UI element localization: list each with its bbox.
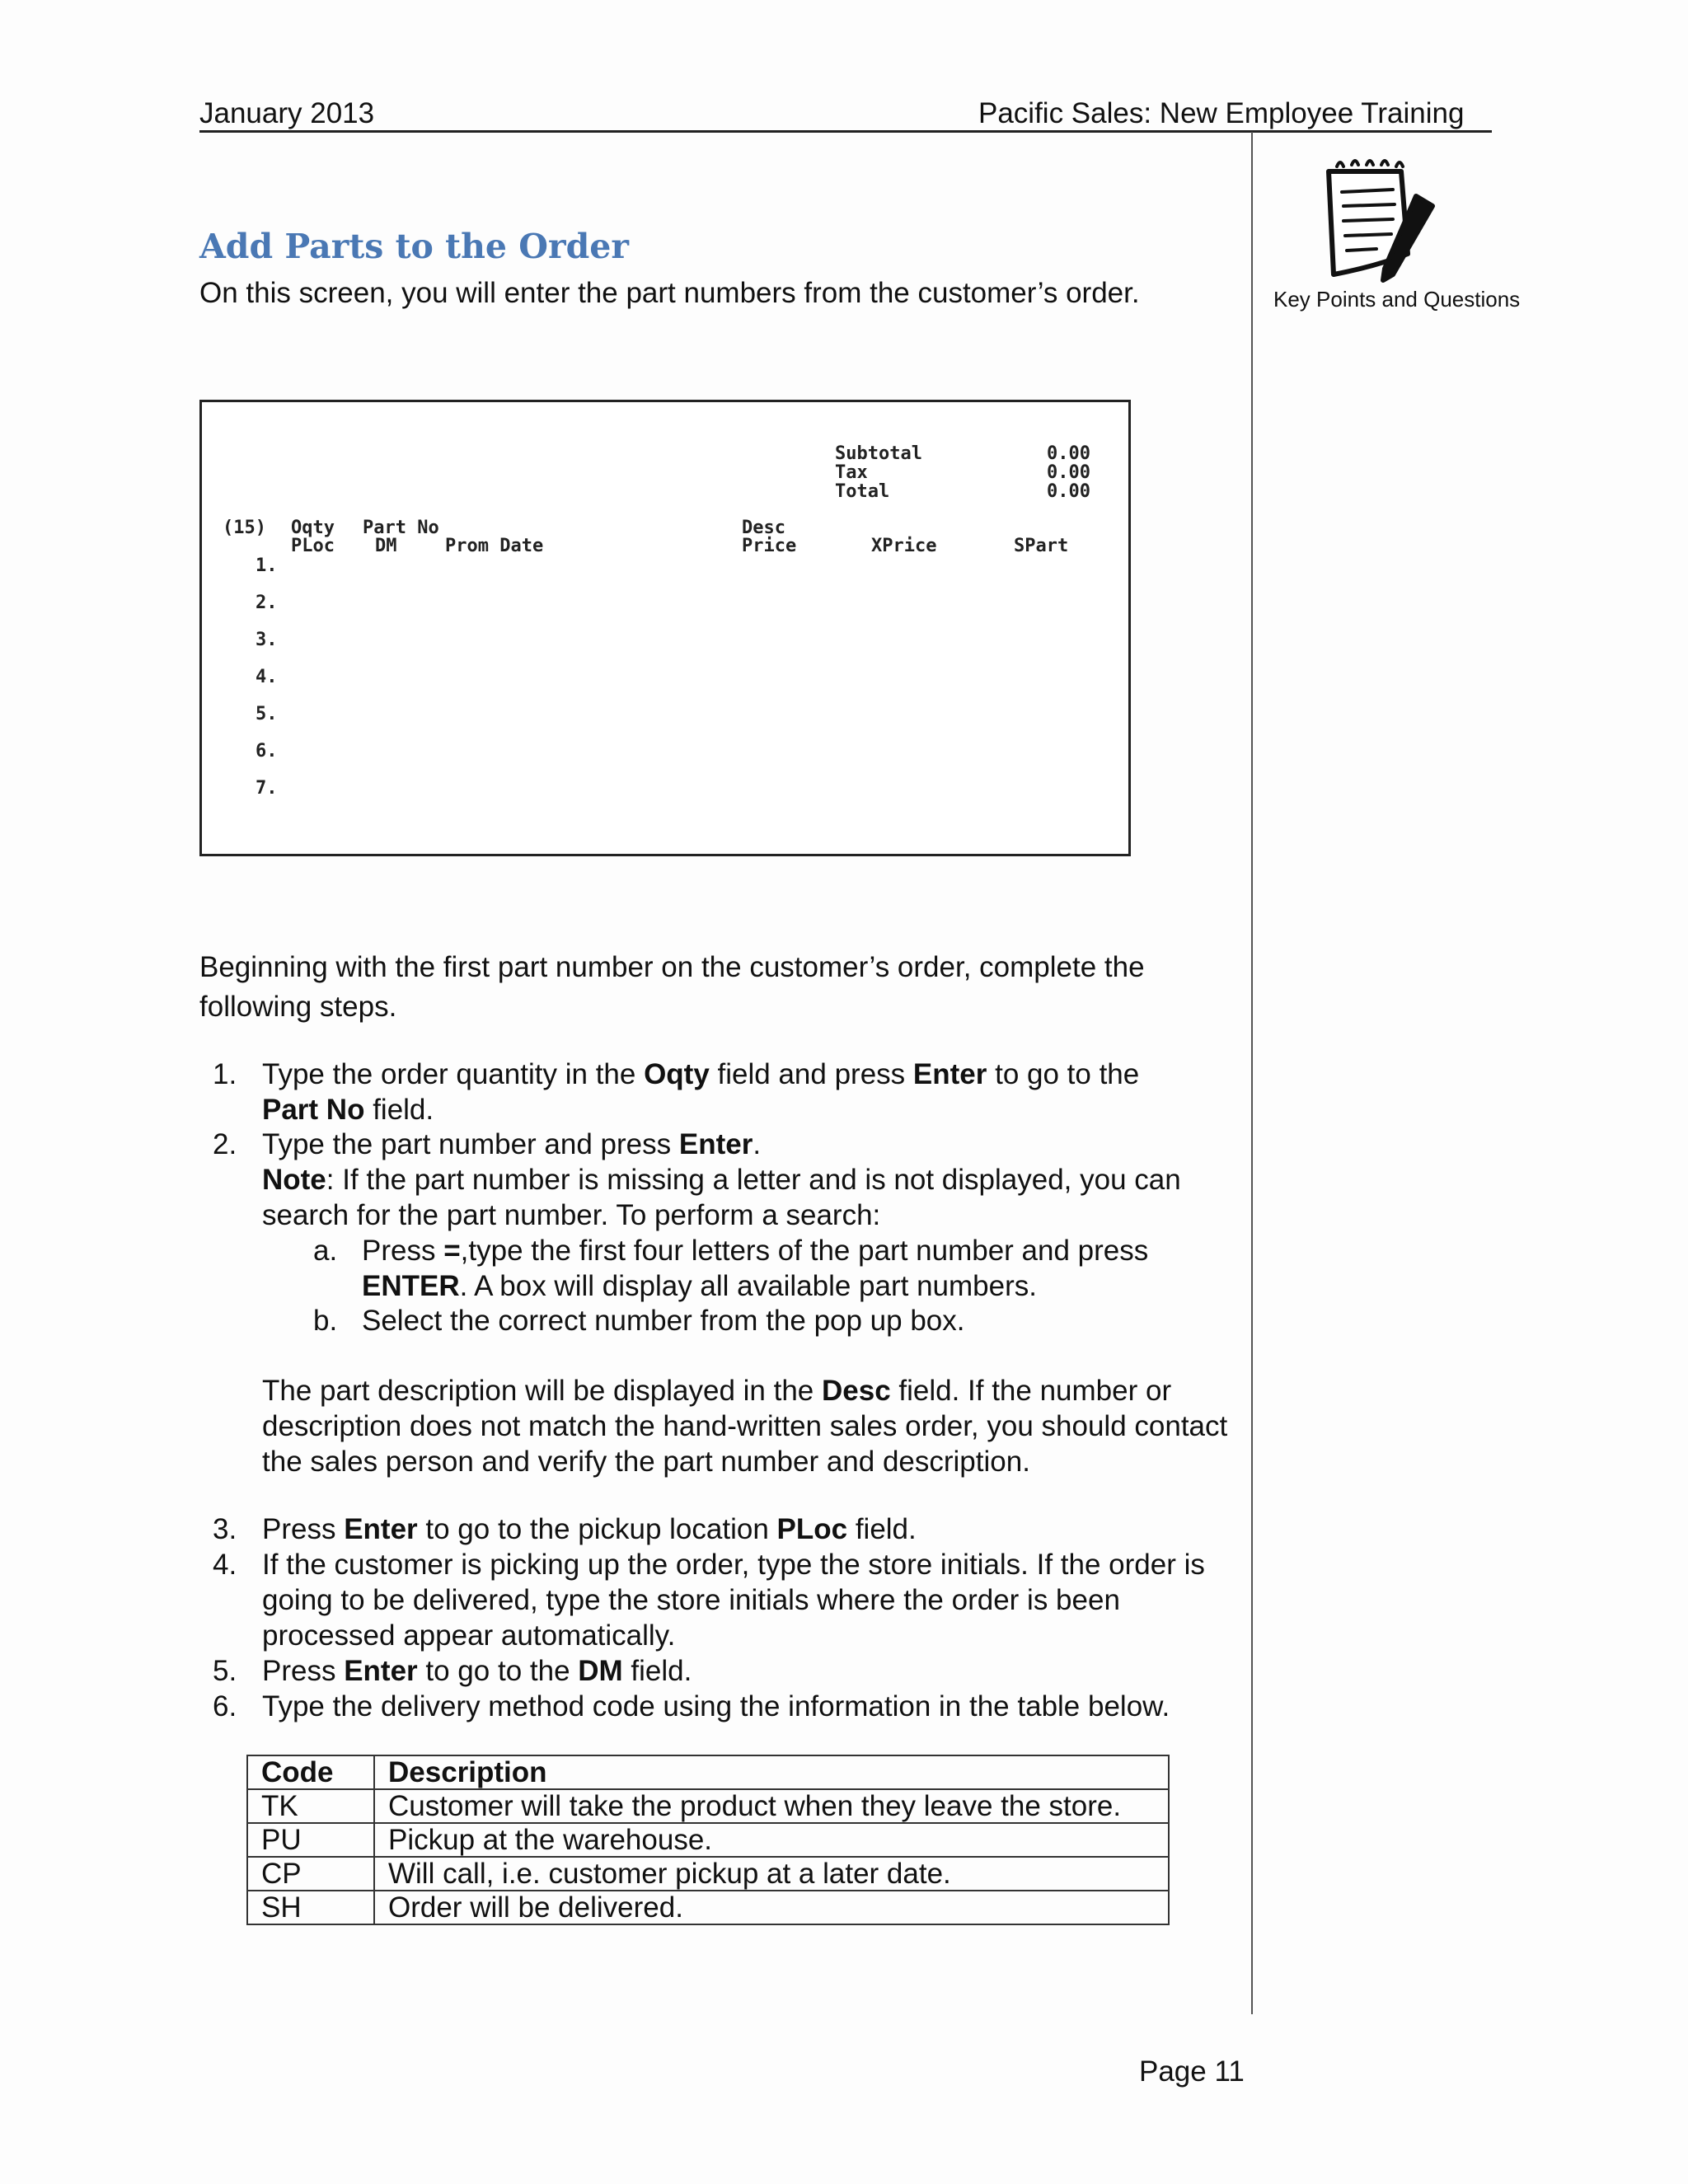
part-no-term: Part No	[262, 1094, 365, 1126]
spart-header: SPart	[1014, 536, 1069, 556]
substep-letter: a.	[313, 1235, 338, 1267]
column-header: Code	[247, 1755, 374, 1789]
description-cell: Order will be delivered.	[374, 1891, 1169, 1924]
line-number: 5.	[256, 704, 278, 724]
terminal-screen	[199, 400, 1131, 856]
part-no-header: Part No	[363, 518, 439, 538]
step-number: 4.	[213, 1549, 237, 1581]
tax-label: Tax	[835, 462, 868, 483]
price-header: Price	[742, 536, 797, 556]
oqty-header: Oqty	[291, 518, 335, 538]
code-cell: TK	[247, 1789, 374, 1823]
total-label: Total	[835, 481, 890, 502]
note-text: : If the part number is missing a letter and is not displayed, you can search for the part number. To perform a search:	[262, 1164, 1181, 1231]
dm-term: DM	[578, 1655, 623, 1687]
instructions-intro: Beginning with the first part number on the customer’s order, complete the following steps.	[199, 951, 1145, 1023]
code-cell: PU	[247, 1823, 374, 1857]
description-cell: Will call, i.e. customer pickup at a later date.	[374, 1857, 1169, 1891]
total-value: 0.00	[1047, 481, 1090, 502]
ploc-term: PLoc	[776, 1513, 848, 1545]
subtotal-label: Subtotal	[835, 443, 922, 464]
sidebar-label: Key Points and Questions	[1273, 287, 1521, 312]
desc-paragraph: The part description will be displayed in the Desc field. If the number or description does not match the hand-written sales order, you should contact the sales person and verify the part number and description.	[262, 1375, 1228, 1478]
desc-term: Desc	[821, 1375, 891, 1407]
line-number: 2.	[256, 593, 278, 613]
desc-header: Desc	[742, 518, 785, 538]
tax-value: 0.00	[1047, 462, 1090, 483]
table-row	[247, 1891, 1169, 1924]
sidebar-divider	[1251, 132, 1253, 2014]
oqty-term: Oqty	[644, 1058, 710, 1090]
code-cell: CP	[247, 1857, 374, 1891]
prom-date-header: Prom Date	[445, 536, 544, 556]
enter-term: Enter	[912, 1058, 987, 1090]
notepad-icon	[1319, 155, 1442, 291]
table-row	[247, 1857, 1169, 1891]
subtotal-value: 0.00	[1047, 443, 1090, 464]
line-count: (15)	[223, 518, 266, 538]
header-title: Pacific Sales: New Employee Training	[978, 97, 1465, 129]
table-header-row	[247, 1755, 1169, 1789]
section-title: Add Parts to the Order	[199, 227, 629, 266]
line-number: 4.	[256, 667, 278, 687]
step-number: 3.	[213, 1513, 237, 1545]
step-number: 6.	[213, 1690, 237, 1722]
intro-text: On this screen, you will enter the part numbers from the customer’s order.	[199, 277, 1140, 309]
substep-letter: b.	[313, 1305, 338, 1337]
page-number: Page 11	[1139, 2055, 1245, 2088]
code-cell: SH	[247, 1891, 374, 1924]
column-header: Description	[374, 1755, 1169, 1789]
xprice-header: XPrice	[871, 536, 937, 556]
header-rule	[199, 130, 1492, 133]
description-cell: Pickup at the warehouse.	[374, 1823, 1169, 1857]
table-row	[247, 1823, 1169, 1857]
step-number: 2.	[213, 1128, 237, 1160]
line-number: 1.	[256, 555, 278, 576]
dm-header: DM	[375, 536, 397, 556]
step-number: 5.	[213, 1655, 237, 1687]
line-number: 7.	[256, 778, 278, 799]
ploc-header: PLoc	[291, 536, 335, 556]
header-date: January 2013	[199, 97, 375, 129]
line-number: 6.	[256, 741, 278, 762]
step-number: 1.	[213, 1058, 237, 1090]
table-row	[247, 1789, 1169, 1823]
description-cell: Customer will take the product when they leave the store.	[374, 1789, 1169, 1823]
line-number: 3.	[256, 630, 278, 650]
delivery-method-table	[246, 1755, 1170, 1925]
note-label: Note	[262, 1164, 326, 1196]
enter-term: Enter	[678, 1128, 753, 1160]
